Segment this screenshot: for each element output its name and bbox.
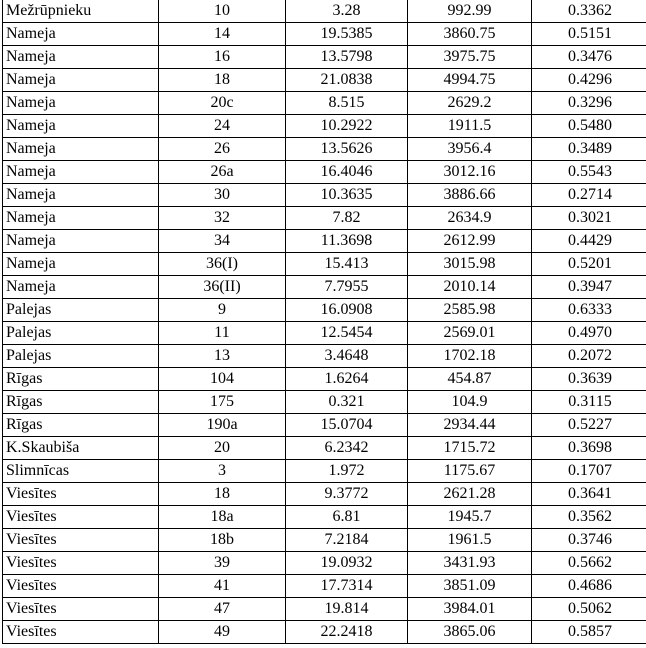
house-number-cell: 104 xyxy=(159,368,286,391)
table-row xyxy=(3,184,646,207)
value-cell: 21.0838 xyxy=(286,69,408,92)
street-cell: Palejas xyxy=(3,322,159,345)
value-cell: 17.7314 xyxy=(286,575,408,598)
area-cell: 2585.98 xyxy=(408,299,532,322)
house-number-cell: 49 xyxy=(159,621,286,644)
house-number-cell: 11 xyxy=(159,322,286,345)
value-cell: 10.2922 xyxy=(286,115,408,138)
street-cell: Nameja xyxy=(3,230,159,253)
house-number-cell: 32 xyxy=(159,207,286,230)
value-cell: 22.2418 xyxy=(286,621,408,644)
table-row xyxy=(3,345,646,368)
area-cell: 3431.93 xyxy=(408,552,532,575)
table-row xyxy=(3,207,646,230)
street-cell: Nameja xyxy=(3,184,159,207)
street-cell: K.Skaubiša xyxy=(3,437,159,460)
area-cell: 3012.16 xyxy=(408,161,532,184)
street-cell: Viesītes xyxy=(3,598,159,621)
area-cell: 1911.5 xyxy=(408,115,532,138)
ratio-cell: 0.3489 xyxy=(532,138,646,161)
area-cell: 454.87 xyxy=(408,368,532,391)
house-number-cell: 10 xyxy=(159,0,286,23)
table-row xyxy=(3,460,646,483)
table-row xyxy=(3,414,646,437)
area-cell: 992.99 xyxy=(408,0,532,23)
table-row xyxy=(3,230,646,253)
table-row xyxy=(3,23,646,46)
ratio-cell: 0.4970 xyxy=(532,322,646,345)
table-row xyxy=(3,552,646,575)
value-cell: 15.413 xyxy=(286,253,408,276)
area-cell: 2629.2 xyxy=(408,92,532,115)
street-cell: Rīgas xyxy=(3,414,159,437)
table-row xyxy=(3,115,646,138)
street-cell: Nameja xyxy=(3,161,159,184)
area-cell: 3984.01 xyxy=(408,598,532,621)
house-number-cell: 36(I) xyxy=(159,253,286,276)
table-row xyxy=(3,0,646,23)
area-cell: 1961.5 xyxy=(408,529,532,552)
area-cell: 3865.06 xyxy=(408,621,532,644)
street-cell: Nameja xyxy=(3,276,159,299)
ratio-cell: 0.2072 xyxy=(532,345,646,368)
house-number-cell: 39 xyxy=(159,552,286,575)
house-number-cell: 20 xyxy=(159,437,286,460)
house-number-cell: 47 xyxy=(159,598,286,621)
street-cell: Nameja xyxy=(3,138,159,161)
ratio-cell: 0.3021 xyxy=(532,207,646,230)
house-number-cell: 175 xyxy=(159,391,286,414)
area-cell: 2569.01 xyxy=(408,322,532,345)
street-cell: Slimnīcas xyxy=(3,460,159,483)
table-row xyxy=(3,391,646,414)
table-row xyxy=(3,621,646,644)
house-number-cell: 41 xyxy=(159,575,286,598)
ratio-cell: 0.1707 xyxy=(532,460,646,483)
value-cell: 9.3772 xyxy=(286,483,408,506)
area-cell: 1715.72 xyxy=(408,437,532,460)
ratio-cell: 0.3296 xyxy=(532,92,646,115)
ratio-cell: 0.2714 xyxy=(532,184,646,207)
house-number-cell: 14 xyxy=(159,23,286,46)
street-cell: Nameja xyxy=(3,46,159,69)
house-number-cell: 18a xyxy=(159,506,286,529)
street-cell: Nameja xyxy=(3,253,159,276)
table-row xyxy=(3,161,646,184)
ratio-cell: 0.5543 xyxy=(532,161,646,184)
ratio-cell: 0.4296 xyxy=(532,69,646,92)
ratio-cell: 0.5480 xyxy=(532,115,646,138)
street-cell: Nameja xyxy=(3,23,159,46)
area-cell: 1702.18 xyxy=(408,345,532,368)
value-cell: 11.3698 xyxy=(286,230,408,253)
value-cell: 13.5626 xyxy=(286,138,408,161)
house-number-cell: 26 xyxy=(159,138,286,161)
table-row xyxy=(3,529,646,552)
value-cell: 19.814 xyxy=(286,598,408,621)
street-cell: Viesītes xyxy=(3,529,159,552)
table-row xyxy=(3,598,646,621)
street-cell: Rīgas xyxy=(3,368,159,391)
ratio-cell: 0.5062 xyxy=(532,598,646,621)
street-cell: Viesītes xyxy=(3,621,159,644)
table-row xyxy=(3,506,646,529)
value-cell: 13.5798 xyxy=(286,46,408,69)
house-number-cell: 24 xyxy=(159,115,286,138)
ratio-cell: 0.3746 xyxy=(532,529,646,552)
value-cell: 6.81 xyxy=(286,506,408,529)
house-number-cell: 26a xyxy=(159,161,286,184)
value-cell: 0.321 xyxy=(286,391,408,414)
table-row xyxy=(3,299,646,322)
ratio-cell: 0.3947 xyxy=(532,276,646,299)
value-cell: 1.6264 xyxy=(286,368,408,391)
house-number-cell: 190a xyxy=(159,414,286,437)
value-cell: 7.2184 xyxy=(286,529,408,552)
house-number-cell: 9 xyxy=(159,299,286,322)
ratio-cell: 0.3698 xyxy=(532,437,646,460)
street-cell: Palejas xyxy=(3,299,159,322)
table-row xyxy=(3,253,646,276)
value-cell: 15.0704 xyxy=(286,414,408,437)
area-cell: 2621.28 xyxy=(408,483,532,506)
value-cell: 6.2342 xyxy=(286,437,408,460)
value-cell: 19.5385 xyxy=(286,23,408,46)
ratio-cell: 0.4429 xyxy=(532,230,646,253)
table-row xyxy=(3,46,646,69)
table-row xyxy=(3,92,646,115)
area-cell: 3975.75 xyxy=(408,46,532,69)
value-cell: 8.515 xyxy=(286,92,408,115)
house-number-cell: 18 xyxy=(159,69,286,92)
table-row xyxy=(3,437,646,460)
house-number-cell: 20c xyxy=(159,92,286,115)
value-cell: 7.7955 xyxy=(286,276,408,299)
house-number-cell: 30 xyxy=(159,184,286,207)
value-cell: 16.0908 xyxy=(286,299,408,322)
street-cell: Viesītes xyxy=(3,506,159,529)
area-cell: 4994.75 xyxy=(408,69,532,92)
value-cell: 1.972 xyxy=(286,460,408,483)
street-cell: Nameja xyxy=(3,115,159,138)
street-cell: Nameja xyxy=(3,69,159,92)
house-number-cell: 18 xyxy=(159,483,286,506)
area-cell: 2934.44 xyxy=(408,414,532,437)
street-cell: Viesītes xyxy=(3,575,159,598)
street-cell: Rīgas xyxy=(3,391,159,414)
ratio-cell: 0.3115 xyxy=(532,391,646,414)
table-row xyxy=(3,483,646,506)
street-cell: Nameja xyxy=(3,207,159,230)
ratio-cell: 0.5662 xyxy=(532,552,646,575)
ratio-cell: 0.3476 xyxy=(532,46,646,69)
area-cell: 3851.09 xyxy=(408,575,532,598)
data-table xyxy=(2,0,646,644)
area-cell: 1175.67 xyxy=(408,460,532,483)
street-cell: Nameja xyxy=(3,92,159,115)
area-cell: 3886.66 xyxy=(408,184,532,207)
house-number-cell: 13 xyxy=(159,345,286,368)
table-row xyxy=(3,69,646,92)
street-cell: Viesītes xyxy=(3,483,159,506)
area-cell: 3015.98 xyxy=(408,253,532,276)
house-number-cell: 16 xyxy=(159,46,286,69)
value-cell: 19.0932 xyxy=(286,552,408,575)
table-row xyxy=(3,138,646,161)
area-cell: 2634.9 xyxy=(408,207,532,230)
area-cell: 104.9 xyxy=(408,391,532,414)
value-cell: 12.5454 xyxy=(286,322,408,345)
value-cell: 16.4046 xyxy=(286,161,408,184)
value-cell: 3.4648 xyxy=(286,345,408,368)
table-row xyxy=(3,575,646,598)
ratio-cell: 0.5227 xyxy=(532,414,646,437)
ratio-cell: 0.3362 xyxy=(532,0,646,23)
ratio-cell: 0.6333 xyxy=(532,299,646,322)
house-number-cell: 3 xyxy=(159,460,286,483)
area-cell: 2010.14 xyxy=(408,276,532,299)
ratio-cell: 0.5857 xyxy=(532,621,646,644)
house-number-cell: 18b xyxy=(159,529,286,552)
house-number-cell: 36(II) xyxy=(159,276,286,299)
table-row xyxy=(3,322,646,345)
street-cell: Mežrūpnieku xyxy=(3,0,159,23)
area-cell: 2612.99 xyxy=(408,230,532,253)
ratio-cell: 0.5201 xyxy=(532,253,646,276)
area-cell: 3860.75 xyxy=(408,23,532,46)
value-cell: 7.82 xyxy=(286,207,408,230)
ratio-cell: 0.3641 xyxy=(532,483,646,506)
ratio-cell: 0.5151 xyxy=(532,23,646,46)
table-row xyxy=(3,368,646,391)
ratio-cell: 0.3639 xyxy=(532,368,646,391)
street-cell: Viesītes xyxy=(3,552,159,575)
value-cell: 10.3635 xyxy=(286,184,408,207)
table-body xyxy=(3,0,646,644)
house-number-cell: 34 xyxy=(159,230,286,253)
ratio-cell: 0.4686 xyxy=(532,575,646,598)
value-cell: 3.28 xyxy=(286,0,408,23)
table-row xyxy=(3,276,646,299)
area-cell: 3956.4 xyxy=(408,138,532,161)
street-cell: Palejas xyxy=(3,345,159,368)
area-cell: 1945.7 xyxy=(408,506,532,529)
ratio-cell: 0.3562 xyxy=(532,506,646,529)
